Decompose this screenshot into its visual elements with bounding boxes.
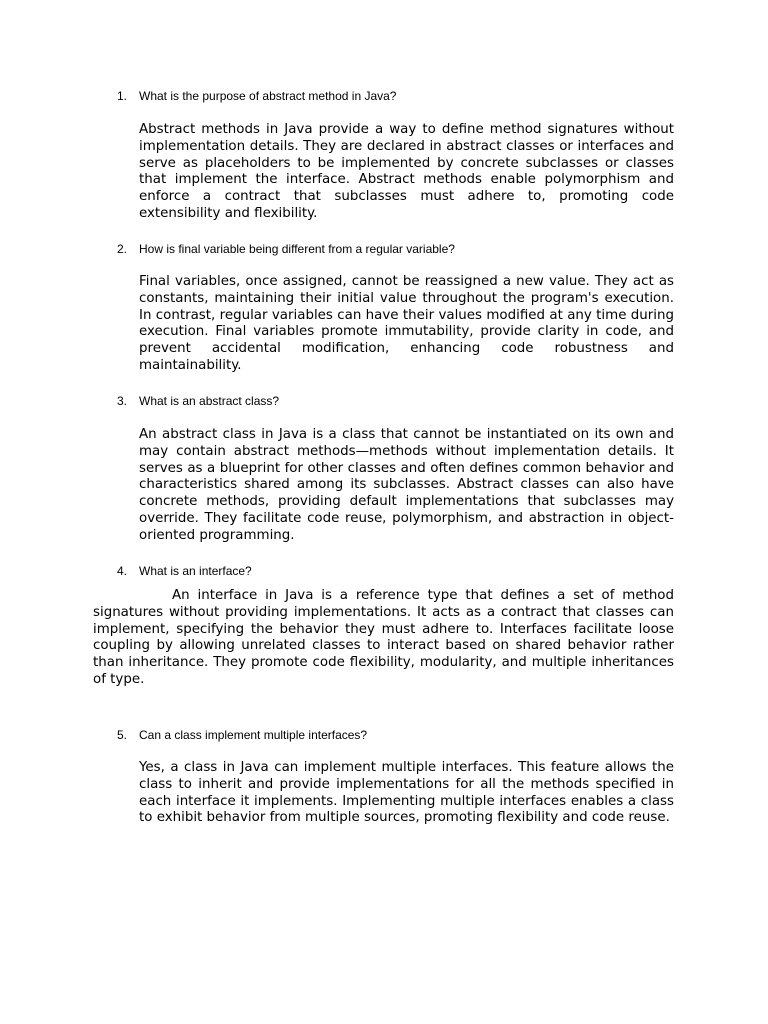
question-3 [117, 393, 279, 409]
question-number: 1. [117, 89, 128, 103]
question-text: What is an abstract class? [139, 394, 280, 408]
question-number: 3. [117, 394, 128, 408]
question-1 [117, 88, 396, 104]
question-2 [117, 241, 455, 257]
question-text: How is final variable being different from a regular variable? [139, 242, 455, 256]
answer-3: An abstract class in Java is a class that cannot be instantiated on its own and may contain abstract methods—methods without implementation details. It serves as a blueprint for other classes and often defines common behavior and characteristics shared among its subclasses. Abstract classes can also have concrete methods, providing default implementations that subclasses may override. They facilitate code reuse, polymorphism, and abstraction in object-oriented programming. [139, 427, 674, 543]
answer-1: Abstract methods in Java provide a way to define method signatures without implementation details. They are declared in abstract classes or interfaces and serve as placeholders to be implemented by concrete subclasses or classes that implement the interface. Abstract methods enable polymorphism and enforce a contract that subclasses must adhere to, promoting code extensibility and flexibility. [139, 122, 674, 221]
answer-5: Yes, a class in Java can implement multiple interfaces. This feature allows the class to inherit and provide implementations for all the methods specified in each interface it implements. Implementing multiple interfaces enables a class to exhibit behavior from multiple sources, promoting flexibility and code reuse. [139, 760, 674, 826]
question-5 [117, 727, 367, 743]
question-number: 5. [117, 728, 128, 742]
answer-2: Final variables, once assigned, cannot be reassigned a new value. They act as constants, maintaining their initial value throughout the program's execution. In contrast, regular variables can have their values modified at any time during execution. Final variables promote immutability, provide clarity in code, and prevent accidental modification, enhancing code robustness and maintainability. [139, 274, 674, 373]
question-text: What is an interface? [139, 564, 252, 578]
question-number: 4. [117, 564, 128, 578]
question-4 [117, 563, 252, 579]
question-text: What is the purpose of abstract method in Java? [139, 89, 397, 103]
question-text: Can a class implement multiple interfaces? [139, 728, 368, 742]
answer-4: An interface in Java is a reference type that defines a set of method signatures without providing implementations. It acts as a contract that classes can implement, specifying the behavior they must adhere to. Interfaces facilitate loose coupling by allowing unrelated classes to interact based on shared behavior rather than inheritance. They promote code flexibility, modularity, and multiple inheritances of type. [93, 588, 674, 687]
question-number: 2. [117, 242, 128, 256]
